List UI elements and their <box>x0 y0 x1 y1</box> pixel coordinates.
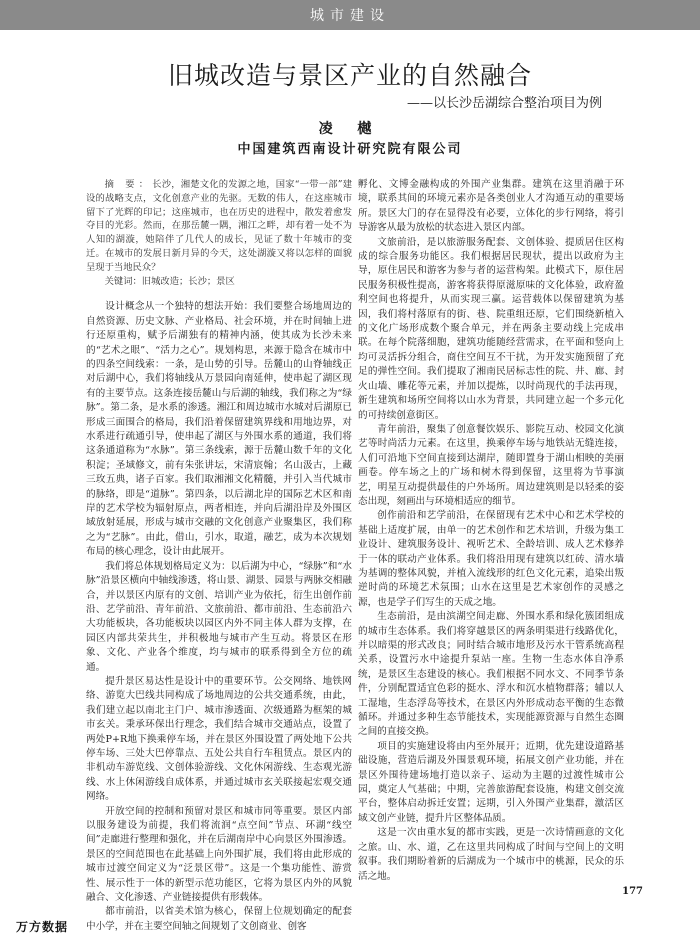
page-number: 177 <box>622 886 643 897</box>
body-paragraph: 文旅前沿，是以旅游服务配套、文创体验、提质居住区构成的综合服务功能区。我们根据居民现状，提出以政府为主导，原住居民和游客为参与者的运营构架。此模式下，原住居民服务积极性提高，游客将获得原滋原味的文化体验，政府盈利空间也将提升，从而实现三赢。运营载体以保留建筑为基因，我们将村落原有的街、巷、院重组还原，它们围绕新植入的文化广场形成数个聚合单元，并在两条主要动线上完成串联。在每个院落细胞，建筑功能随经营需求，在平面和竖向上均可灵活拆分组合，商住空间互不干扰，为开发实施预留了充足的弹性空间。我们提取了湘南民居标志性的院、井、廊、封火山墙、雕花等元素，并加以提炼，以时尚现代的手法再现，新生建筑和场所空间将以山水为背景，共同建立起一个多元化的可持续创意街区。 <box>358 236 624 421</box>
abstract-label: 摘 要： <box>104 179 153 190</box>
section-label: 城市建设 <box>310 7 390 23</box>
author-name: 凌 樾 <box>318 121 382 137</box>
body-paragraph: 创作前沿和艺学前沿，在保留现有艺术中心和艺术学校的基础上适度扩展，由单一的艺术创作和艺术培训，升级为集工业设计、建筑服务设计、视听艺术、全龄培训、成人艺术修养于一体的联动产业体系。我们将沿用现有建筑以红砖、清水墙为基调的整体风貌，并植入流线形的红色文化元素，追染出叛逆时尚的环境艺术氛围；山水在这里是艺术家创作的灵感之源，也是学子们写生的天成之地。 <box>358 510 624 608</box>
text-column-right <box>358 178 624 884</box>
body-paragraph: 我们将总体规划格局定义为：以后湖为中心，“绿脉”和“水脉”沿景区横向中轴线渗透，将山景、湖景、园景与两脉交相融合，并以景区内原有的文创、培训产业为依托，衍生出创作前沿、艺学前沿、青年前沿、文旅前沿、都市前沿、生态前沿六大功能板块，各功能板块以园区内外不同主体人群为支撑，在园区内部共荣共生，并积极地与城市产生互动。将景区在形象、文化、产业各个维度，均与城市的联系得到全方位的疏通。 <box>86 560 352 673</box>
publisher-logo: 万方数据 <box>16 920 69 934</box>
text-column-left <box>86 178 352 934</box>
keywords <box>86 275 352 289</box>
keywords-text: 旧城改造；长沙；景区 <box>141 275 235 287</box>
article-subtitle: ——以长沙岳湖综合整治项目为例 <box>406 96 602 111</box>
author-affiliation: 中国建筑西南设计研究院有限公司 <box>237 142 463 157</box>
body-paragraph: 提升景区易达性是设计中的重要环节。公交网络、地铁网络、游览大巴线共同构成了场地周边的公共交通系统，由此，我们建立起以南北主门户、城市渗透面、次级通路为框架的城市玄关。秉承环保出行理念，我们结合城市交通站点，设置了两处P+R地下换乘停车场，并在景区外围设置了两处地下公共停车场、三处大巴停靠点、五处公共自行车租赁点。景区内的非机动车游览线、文创体验游线、文化休闲游线、生态观光游线、水上休闲游线自成体系，并通过城市玄关联接起宏观交通网络。 <box>86 675 352 803</box>
abstract-text: 长沙，湘楚文化的发源之地，国家“一带一部”建设的战略支点，文化创意产业的先驱。无数的伟人，在这座城市留下了光辉的印记；这座城市，也在历史的进程中，散发着愈发夺目的光彩。然而，在那岳麓一隅，湘江之畔，却有着一处不为人知的湖漩，她陪伴了几代人的成长，见证了数十年城市的变迁。在城市的发展日新月异的今天，这处湖漩又将以怎样的面貌呈现于当地民众？ <box>86 179 352 273</box>
body-paragraph: 生态前沿，是由滨湖空间走廊、外围水系和绿化簇团组成的城市生态体系。我们将穿越景区的两条明渠进行线路优化，并以暗渠的形式改良；同时结合城市地形及污水干管系统高程关系，设置污水中途提升泵站一座。生物一生态水体自净系统，是景区生态建设的核心。我们根据不同水文、不同季节条件，分别配置适宜色彩的挺水、浮水和沉水植物群落；辅以人工湿地，生态浮岛等技术，在景区内外形成动态平衡的生态微循环。并通过多种生态节能技术，实现能源资源与自然生态圈之间的直接交换。 <box>358 611 624 738</box>
body-paragraph: 青年前沿，聚集了创意餐饮娱乐、影院互动、校园文化演艺等时尚活力元素。在这里，换乘停车场与地铁站无缝连接，人们可沿地下空间直接到达湖岸，随即置身于湖山相映的美丽画卷。停车场之上的广场和树木得到保留，这里将为节事演艺，明星互动提供最佳的户外场所。周边建筑则是以轻柔的姿态出现，刻画出与环境相适应的细节。 <box>358 423 624 507</box>
body-paragraph: 开放空间的控制和预留对景区和城市同等重要。景区内部以服务建设为前提，我们将流润“点空间”节点、环湖“线空间”走廊进行整理和强化，并在后湖南岸中心向景区外围渗透。景区的空间范围也在此基础上向外围扩展，我们将由此形成的城市过渡空间定义为“泛景区带”。这是一个集功能性、游赏性、展示性于一体的新型示范功能区，它将为景区内外的风貌融合、文化渗透、产业链接提供有形载体。 <box>86 805 352 904</box>
body-paragraph: 设计概念从一个独特的想法开始：我们要整合场地周边的自然资源、历史文脉、产业格局、社会环境，并在时间轴上进行还原重构，赋予后湖独有的精神内涵，使其成为长沙未来的“艺术之眼”、“活力之心”。规划构思，来源于隐含在城市中的四条空间线索：一条，是山势的引导。岳麓山的山脊轴线正对后湖中心，我们将轴线从万景园向南延伸，使串起了湖区现有的主要节点。这条连接岳麓山与后湖的轴线，我们称之为“绿脉”。第二条，是水系的渗透。湘江和周边城市水城对后湖原已形成三面围合的格局，我们沿着保留建筑界线和用地边界，对水系进行疏通引导，使串起了湖区与外围水系的通道，我们将这条通道称为“水脉”。第三条线索，源于岳麓山数千年的文化积淀；圣域修文，前有朱张讲坛，宋清宸翰；名山汲古，上藏三玫五典，诸子百家。我们取湘湘文化精髓，并引入当代城市的脉络，即是“道脉”。第四条，以后湖北岸的国际艺术区和南岸的艺术学校为辐射原点，两者相连，并向后湖沿岸及外围区域放射延展，形成与城市交融的文化创意产业聚集区，我们称之为“艺脉”。由此，借山，引水，取道，融艺，成为本次规划布局的核心理念，设计由此展开。 <box>86 301 352 558</box>
body-paragraph: 孵化、文博金融构成的外围产业集群。建筑在这里消融于环境，联系其间的环境元素亦是各类创业人才沟通互动的重要场所。景区大门的存在显得没有必要，立体化的步行网络，将引导游客从最为放松的状态进入景区内部。 <box>358 179 624 234</box>
body-paragraph: 项目的实施建设将由内至外展开；近期，优先建设道路基础设施，营造后湖及外围景观环境，拓展文创产业功能，并在景区外围待建场地打造以亲子、运动为主题的过渡性城市公园，奠定人气基础；中期，完善旅游配套设施，构建文创交流平台，整体启动拆迁安置；远期，引入外围产业集群，激活区域文创产业链，提升片区整体品质。 <box>358 740 624 824</box>
body-paragraph: 这是一次由重水复的都市实践，更是一次诗情画意的文化之旅。山、水、道，乙在这里共同构成了时间与空间上的文明叙事。我们期盼着新的后湖成为一个城市中的桃源，民众的乐活之地。 <box>358 827 624 882</box>
article-title: 旧城改造与景区产业的自然融合 <box>167 61 532 90</box>
abstract <box>86 178 352 275</box>
keywords-label: 关键词： <box>104 275 142 287</box>
body-paragraph: 都市前沿，以省美术馆为核心，保留上位规划确定的配套中小学，并在主要空间轴之间规划了文创商业、创客 <box>86 906 352 932</box>
